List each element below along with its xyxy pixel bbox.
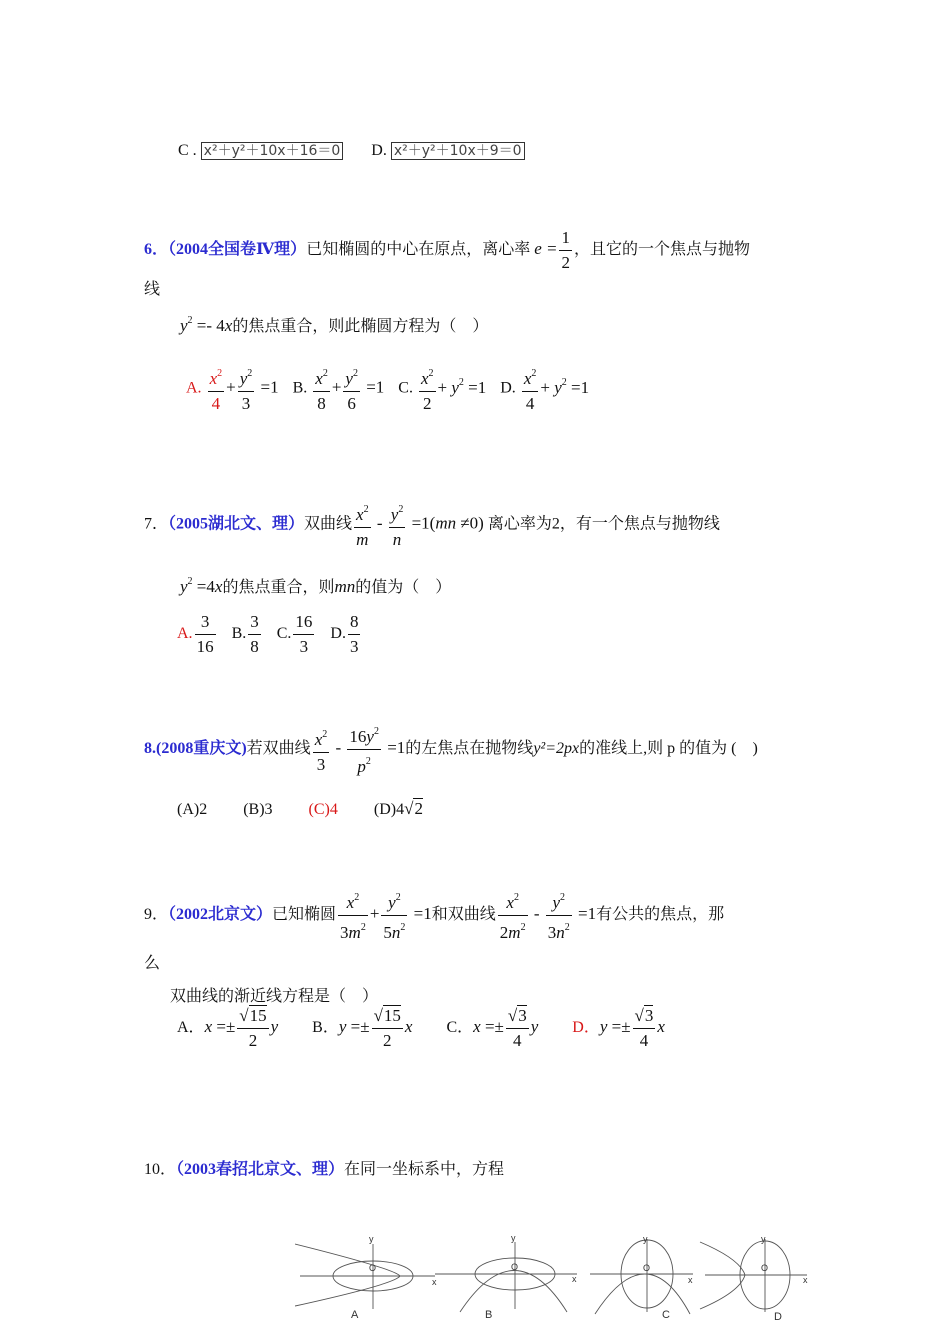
q8-option-c[interactable]: (C)4 (308, 801, 338, 818)
q8-text: 若双曲线 (246, 740, 311, 758)
q9-text: 有公共的焦点，那 (596, 906, 725, 924)
q10-graph-a-label: A (351, 1309, 359, 1321)
q9-text: 已知椭圆 (272, 906, 337, 924)
q10-number: 10． (144, 1161, 177, 1178)
q10-graphs (295, 1234, 815, 1334)
q8-text: 的准线上,则 p 的值为 ( ) (579, 740, 758, 758)
q10-stem (144, 1156, 504, 1179)
q6-option-c[interactable]: C. $\frac{x^2}{2}$ + $y^2 =1$ (398, 362, 486, 416)
q6-stem (144, 226, 750, 275)
q10-graph-d-origin: O (761, 1263, 769, 1273)
q9-text-line3: 双曲线的渐近线方程是（ ） (170, 988, 379, 1005)
q8-options (177, 799, 433, 819)
q6-number: 6． (144, 241, 169, 259)
q10-graph-d[interactable] (700, 1234, 808, 1323)
q7-text: 双曲线 (304, 515, 353, 533)
q9-options (177, 1004, 675, 1053)
q7-text: 的焦点重合，则 (222, 579, 335, 596)
q9-number: 9． (144, 906, 169, 924)
q9-option-a[interactable]: A．x =± $\frac{√15}{2}$ y (177, 1006, 279, 1050)
q7-text: 离心率为2，有一个焦点与抛物线 (487, 515, 720, 533)
q8-option-b[interactable]: (B)3 (243, 801, 273, 818)
q10-graph-c-label: C (662, 1309, 670, 1321)
q10-text: 在同一坐标系中，方程 (344, 1161, 505, 1178)
q5-option-c-equation: x²＋y²＋10x＋16＝0 (201, 142, 344, 160)
q8-parabola: y²=2px (533, 740, 580, 758)
q5-option-d-label: D. (371, 142, 387, 159)
q8-text: 的左焦点在抛物线 (405, 740, 534, 758)
q6-option-b[interactable]: B. $\frac{x^2}{8}$ + $\frac{y^2}{6}$ =1 (293, 362, 385, 416)
q9-option-b[interactable]: B．y =± $\frac{√15}{2}$ x (312, 1006, 413, 1050)
q7-text: 的值为（ ） (355, 579, 452, 596)
q7-options (177, 610, 372, 659)
q10-graph-b-origin: O (511, 1262, 519, 1272)
q10-graph-c-axis-y: y (643, 1234, 648, 1244)
q6-option-d[interactable]: D. $\frac{x^2}{4}$ + $y^2 =1$ (500, 362, 589, 416)
q10-graph-c[interactable] (590, 1234, 693, 1321)
q9-option-d[interactable]: D．y =± $\frac{√3}{4}$ x (572, 1006, 665, 1050)
q10-graph-c-origin: O (643, 1263, 651, 1273)
q6-text-line2: 线 (144, 281, 161, 298)
q6-stem-line3: $y^2 =- 4x$的焦点重合，则此椭圆方程为（ ） (180, 315, 489, 335)
q6-text: 已知椭圆的中心在原点，离心率 (306, 241, 531, 259)
q7-option-b[interactable]: B. $\frac{3}{8}$ (231, 612, 259, 656)
q5-option-c-label: C . (178, 142, 197, 159)
q5-option-d-equation: x²＋y²＋10x＋9＝0 (391, 142, 525, 160)
q10-graph-d-axis-y: y (761, 1234, 766, 1244)
q10-graph-d-label: D (774, 1311, 782, 1323)
q10-graph-a-axis-y: y (369, 1234, 374, 1244)
q6-options (186, 362, 599, 416)
q6-eccentricity-fraction: $\frac{1}{2}$ (561, 228, 570, 272)
q10-graph-a[interactable] (295, 1234, 437, 1321)
q8-option-d[interactable]: (D)4√2 (373, 799, 423, 818)
q7-stem-line2: $y^2 =4x$的焦点重合，则mn的值为（ ） (180, 576, 452, 596)
q6-text: ，且它的一个焦点与抛物 (573, 241, 750, 259)
q9-option-c[interactable]: C．x =± $\frac{√3}{4}$ y (446, 1006, 539, 1050)
q8-stem: 8.(2008重庆文)若双曲线 $\frac{x^2}{3}$ - $\frac{16y^2}{p^2}$ =1的左焦点在抛物线y²=2px的准线上,则 p 的值为 ( ) (144, 720, 758, 779)
q10-source: （2003春招北京文、理） (176, 1161, 345, 1178)
q10-graph-a-axis-x: x (432, 1277, 437, 1287)
q5-options (178, 140, 525, 160)
q10-graph-a-origin: O (369, 1263, 377, 1273)
q7-option-d[interactable]: D. $\frac{8}{3}$ (330, 612, 359, 656)
q6-eccentricity: e = (534, 239, 558, 259)
q9-stem: 9．（2002北京文）已知椭圆 $\frac{x^2}{3m^2}$ + $\frac{y^2}{5n^2}$ =1和双曲线 $\frac{x^2}{2m^2}$ - $\frac{y^2}{3n^2}$ =1有公共的焦点，那 (144, 886, 724, 945)
q8-source: (2008重庆文) (156, 740, 247, 758)
q9-source: （2002北京文） (168, 906, 273, 924)
q10-graph-c-axis-x: x (688, 1275, 693, 1285)
q7-source: （2005湖北文、理） (168, 515, 305, 533)
q10-graph-b-axis-x: x (572, 1274, 577, 1284)
q7-option-c[interactable]: C. $\frac{16}{3}$ (276, 612, 313, 656)
q7-option-a[interactable]: A. $\frac{3}{16}$ (177, 612, 214, 656)
q7-stem: 7．（2005湖北文、理）双曲线 $\frac{x^2}{m}$ - $\frac{y^2}{n}$ =1(mn ≠0) 离心率为2，有一个焦点与抛物线 (144, 498, 720, 552)
q8-option-a[interactable]: (A)2 (177, 801, 208, 818)
q6-source: （2004全国卷Ⅳ理） (168, 241, 307, 259)
q10-graph-b-label: B (485, 1309, 493, 1321)
q9-text: 和双曲线 (431, 906, 496, 924)
q6-option-a[interactable]: A. $\frac{x^2}{4}$ + $\frac{y^2}{3}$ =1 (186, 362, 279, 416)
q10-graph-b-axis-y: y (511, 1234, 516, 1243)
q8-number: 8. (144, 740, 156, 758)
q10-graph-b[interactable] (435, 1234, 577, 1321)
q7-number: 7． (144, 515, 169, 533)
q9-text-line2: 么 (144, 955, 161, 972)
q6-text: 的焦点重合，则此椭圆方程为（ ） (232, 318, 489, 335)
q10-graph-d-axis-x: x (803, 1275, 808, 1285)
